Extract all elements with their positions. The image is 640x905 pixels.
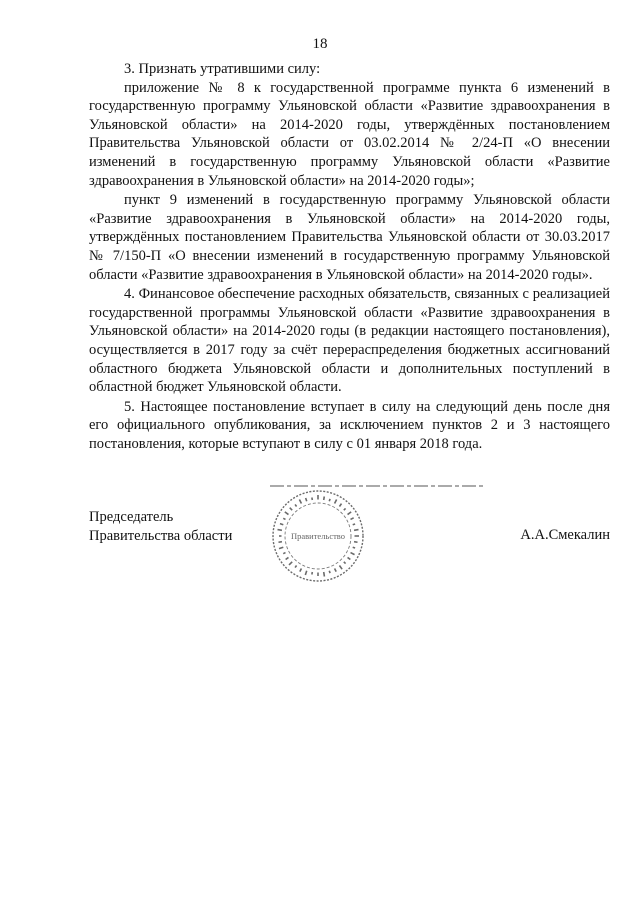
seal-letter-mark — [339, 566, 342, 570]
seal-letter-mark — [285, 512, 289, 515]
seal-letter-mark — [278, 542, 281, 543]
page-number: 18 — [312, 36, 328, 52]
paragraph-4: 4. Финансовое обеспечение расходных обязательств, связанных с реализацией государственной программы Ульяновской области «Развитие здравоохранения в Ульяновской области» на 2014-2020 годы (в редакции настоящего постановления), осуществляется в 2017 году за счёт перераспределения бюджетных ассигнований областного бюджета Ульяновской области и дополнительных поступлений в областной бюджет Ульяновской области. — [89, 286, 610, 396]
seal-letter-mark — [344, 508, 346, 510]
seal-letter-mark — [324, 496, 325, 499]
seal-letter-mark — [351, 518, 354, 520]
seal-letter-mark — [353, 524, 355, 525]
seal-letter-mark — [305, 571, 306, 575]
document-body — [89, 60, 610, 453]
seal-letter-mark — [280, 524, 283, 525]
seal-letter-mark — [351, 553, 355, 555]
seal-letter-mark — [295, 504, 296, 506]
seal-letter-mark — [339, 504, 341, 507]
official-seal — [270, 488, 366, 584]
seal-center-text: Правительство — [290, 531, 346, 541]
paragraph-3-item-2: пункт 9 изменений в государственную программу Ульяновской области «Развитие здравоохранения в Ульяновской области» на 2014-2020 годы, утверждённых постановлением Правительства Ульяновской области от 30.03.2017 № 7/150-П «О внесении изменений в государственную программу Ульяновской области «Развитие здравоохранения в Ульяновской области» на 2014-2020 годы». — [89, 192, 610, 283]
seal-letter-mark — [299, 499, 301, 503]
paragraph-5: 5. Настоящее постановление вступает в силу на следующий день после дня его официального опубликования, за исключением пунктов 2 и 3 настоящего постановления, которые вступают в силу с 01 января 2018 года. — [89, 398, 610, 452]
seal-letter-mark — [289, 562, 292, 565]
paragraph-3: 3. Признать утратившими силу: — [124, 61, 321, 77]
seal-letter-mark — [295, 566, 296, 568]
seal-letter-mark — [286, 557, 289, 559]
paragraph-3-item-1: приложение № 8 к государственной программе пункта 6 изменений в государственную программу Ульяновской области «Развитие здравоохранения в Ульяновской области» на 2014-2020 годы, утверждённых постановлением Правительства Ульяновской области от 03.02.2014 № 2/24-П «О внесении изменений в государственную программу Ульяновской области «Развитие здравоохранения в Ульяновской области» на 2014-2020 годы»; — [89, 79, 610, 189]
seal-letter-mark — [354, 530, 358, 531]
seal-letter-mark — [329, 571, 330, 573]
seal-letter-mark — [283, 553, 285, 554]
seal-letter-mark — [300, 569, 302, 572]
seal-letter-mark — [335, 569, 337, 572]
seal-letter-mark — [306, 498, 307, 501]
seal-letter-mark — [278, 530, 282, 531]
seal-letter-mark — [335, 499, 337, 503]
signatory-title-line-1: Председатель — [89, 509, 174, 525]
seal-letter-mark — [290, 508, 292, 510]
seal-letter-mark — [329, 499, 330, 501]
seal-letter-mark — [283, 518, 285, 519]
seal-letter-mark — [353, 547, 355, 548]
signatory-name: А.А.Смекалин — [520, 527, 610, 543]
seal-letter-mark — [279, 547, 283, 548]
seal-letter-mark — [354, 542, 357, 543]
seal-letter-mark — [348, 512, 352, 515]
seal-letter-mark — [344, 562, 346, 564]
signatory-title — [89, 508, 232, 545]
seal-letter-mark — [324, 572, 325, 576]
signatory-title-line-2: Правительства области — [89, 527, 233, 544]
seal-letter-mark — [348, 557, 351, 559]
